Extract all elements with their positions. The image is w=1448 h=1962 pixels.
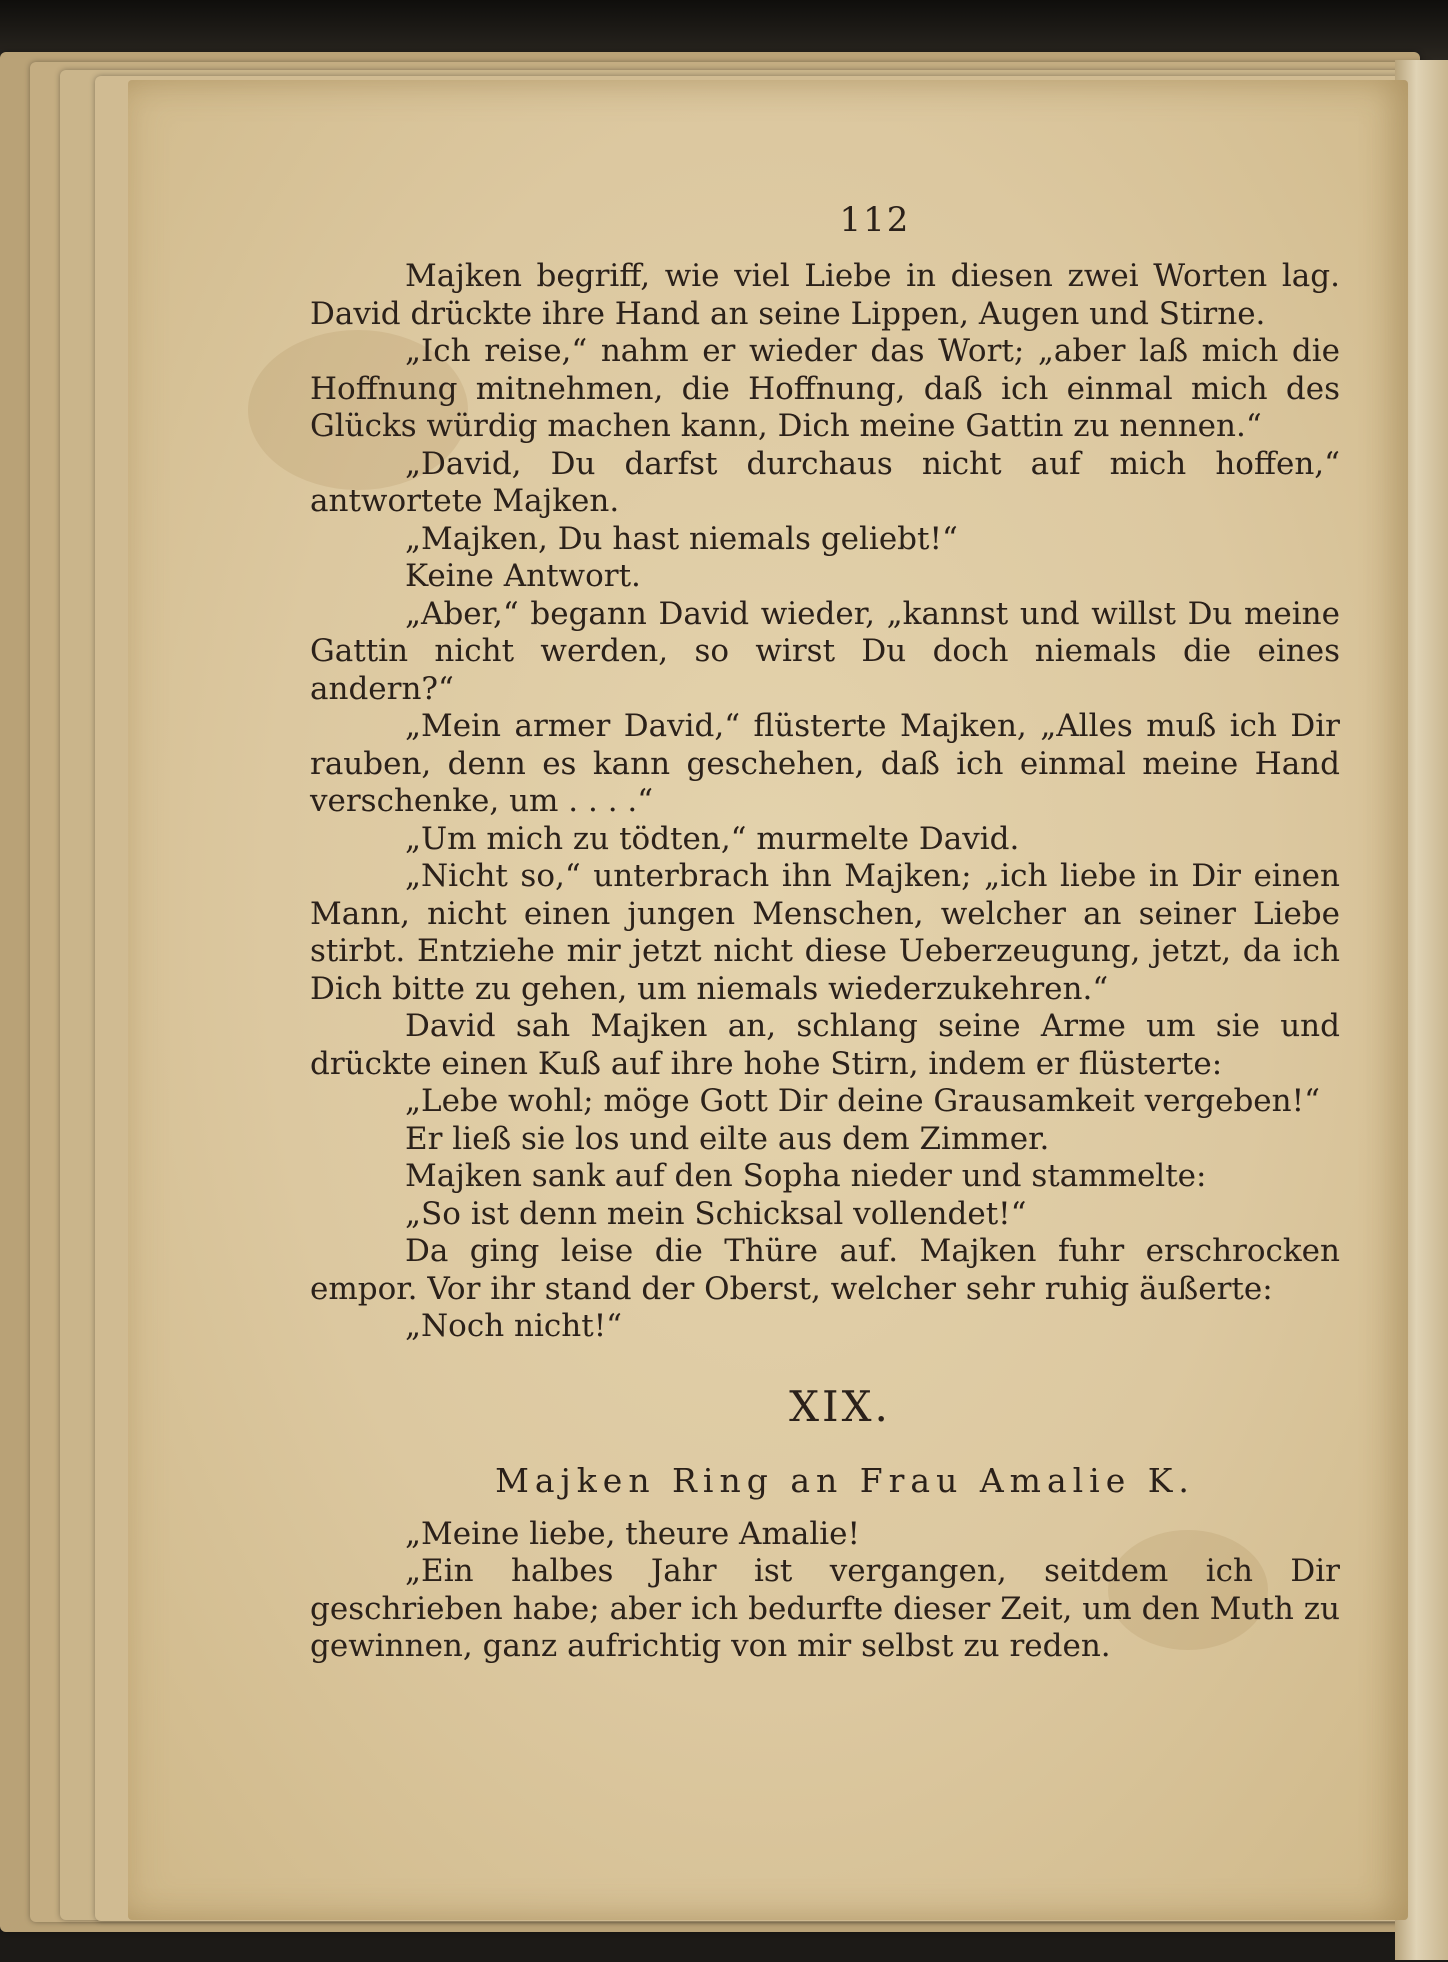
- paragraph: „Majken, Du hast niemals geliebt!“: [405, 520, 958, 557]
- paragraph: Majken sank auf den Sopha nieder und stammelte:: [405, 1158, 1207, 1194]
- paragraph: „Aber,“ begann David wieder, „kannst und willst Du meine Gattin nicht werden, so wirst Du doch niemals die eines andern?“: [310, 595, 1340, 707]
- page-text: [310, 200, 1340, 1666]
- chapter-number: XIX.: [789, 1381, 891, 1431]
- paragraph: Majken begriff, wie viel Liebe in diesen zwei Worten lag. David drückte ihre Hand an seine Lippen, Augen und Stirne.: [310, 258, 1340, 332]
- paragraph: „Lebe wohl; möge Gott Dir deine Grausamkeit vergeben!“: [405, 1083, 1320, 1119]
- letter-paragraph: „Meine liebe, theure Amalie!: [405, 1515, 860, 1552]
- binding-shadow: [0, 0, 1448, 60]
- paragraph: „David, Du darfst durchaus nicht auf mich hoffen,“ antwortete Majken.: [310, 445, 1340, 519]
- paragraph: Er ließ sie los und eilte aus dem Zimmer.: [405, 1120, 1050, 1157]
- paragraph: „So ist denn mein Schicksal vollendet!“: [405, 1195, 1027, 1232]
- paragraph: „Mein armer David,“ flüsterte Majken, „Alles muß ich Dir rauben, denn es kann geschehen, daß ich einmal meine Hand verschenke, um . . . .“: [310, 708, 1340, 819]
- paragraph: „Nicht so,“ unterbrach ihn Majken; „ich liebe in Dir einen Mann, nicht einen jungen Menschen, welcher an seiner Liebe stirbt. Entziehe mir jetzt nicht diese Ueberzeugung, jetzt, da ich Dich bitte zu gehen, um niemals wiederzukehren.“: [310, 858, 1340, 1007]
- letter-paragraph: „Ein halbes Jahr ist vergangen, seitdem ich Dir geschrieben habe; aber ich bedurfte dieser Zeit, um den Muth zu gewinnen, ganz aufrichtig von mir selbst zu reden.: [310, 1553, 1340, 1664]
- paragraph: Keine Antwort.: [405, 558, 641, 594]
- paragraph: David sah Majken an, schlang seine Arme um sie und drückte einen Kuß auf ihre hohe Stirn, indem er flüsterte:: [310, 1008, 1340, 1082]
- page-number: 112: [839, 200, 911, 240]
- paragraph: Da ging leise die Thüre auf. Majken fuhr erschrocken empor. Vor ihr stand der Oberst, welcher sehr ruhig äußerte:: [310, 1233, 1340, 1307]
- paragraph: „Noch nicht!“: [405, 1308, 622, 1344]
- paragraph: „Um mich zu tödten,“ murmelte David.: [405, 820, 1020, 857]
- chapter-heading: Majken Ring an Frau Amalie K.: [495, 1460, 1195, 1500]
- paragraph: „Ich reise,“ nahm er wieder das Wort; „aber laß mich die Hoffnung mitnehmen, die Hoffnung, daß ich einmal mich des Glücks würdig machen kann, Dich meine Gattin zu nennen.“: [310, 333, 1340, 444]
